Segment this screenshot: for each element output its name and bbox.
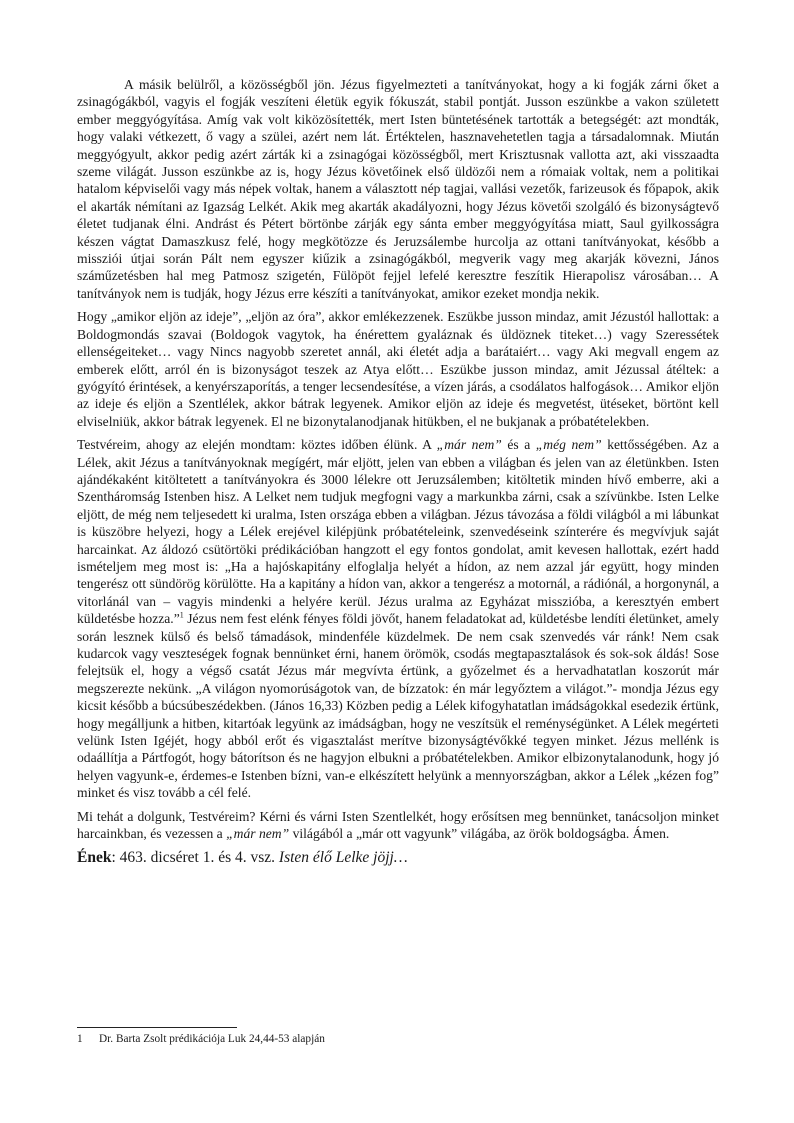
paragraph-3-text-f: Jézus nem fest elénk fényes földi jövőt, hanem feladatokat ad, küldetésbe lendíti életünket, amely során lesznek külső és belső támadások, mindenféle küzdelmek. De nem csak szenvedés vár ránk! Nem csak kudarcok vagy veszteségek fognak bennünket érni, hanem örömök, csodás megtapasztalások és sok-sok áldás! Sose felejtsük el, hogy a végső csatát Jézus már megvívta értünk, a győzelmet és a hervadhatatlan koszorút már megszerezte nekünk. „A világon nyomorúságotok van, de bízzatok: én már legyőztem a világot.”- mondja Jézus egy kicsit később a búcsúbeszédekben. (János 16,33) Közben pedig a Lélek kifogyhatatlan imádságokkal esedezik értünk, hogy megálljunk a hitben, kitartóak legyünk az imádságban, hogy ne veszítsük el reménységünket. A Lélek megérteti velünk Isten Igéjét, hogy abból erőt és vigasztalást merítve bizonyságtévőkké tegyen minket. Jézus mellénk is odaállítja a Pártfogót, hogy bátorítson és ne hagyjon elbukni a próbatételekben. Amikor elbizonytalanodunk, hogy jó helyen vagyunk-e, érdemes-e Istenben bízni, van-e elkészített helyünk a mennyországban, akkor a Lélek „kézen fog” minket és visz tovább a cél felé. — [77, 611, 719, 801]
document-body — [77, 76, 719, 874]
paragraph-1-text: A másik belülről, a közösségből jön. Jézus figyelmezteti a tanítványokat, hogy a ki fogják zárni őket a zsinagógákból, vagyis el fogják veszíteni életük egyik fókuszát, stabil pontját. Jusson eszünkbe a vakon született ember meggyógyítása. Amíg vak volt kiközösítették, mert Isten büntetésének tartották a betegségét: azt mondták, hogy valaki vétkezett, ő vagy a szülei, azért nem lát. Értéktelen, hasznavehetetlen tagja a társadalomnak. Miután meggyógyult, akkor pedig azért zárták ki a zsinagógai közösségből, mert Krisztusnak vallotta azt, aki visszaadta szeme világát. Jusson eszünkbe az is, hogy Jézus követőinek első üldözői nem a rómaiak voltak, nem a politikai hatalom képviselői vagy más népek voltak, hanem a választott nép tagjai, vallási vezetők, farizeusok és főpapok, akik el akarták némítani az Igazság Lelkét. Akik meg akarták akadályozni, hogy Jézus követői szolgáló és bizonyságtevő életet tudjanak élni. Andrást és Pétert börtönbe zárják egy sánta ember meggyógyítása miatt, Saul gyilkosságra készen vágtat Damaszkusz felé, hogy megkötözze és Jeruzsálembe hurcolja az ottani tanítványokat, később a missziói útjai során Pált nem egyszer kiűzik a zsinagógákból, megverik vagy meg akarják kövezni, János száműzetésben hal meg Patmosz szigetén, Fülöpöt fejjel lefelé keresztre feszítik Hierapolisz városában… A tanítványok nem is tudják, hogy Jézus erre készíti a tanítványokat, amikor ezeket mondja nekik. — [77, 77, 719, 301]
paragraph-4-text-c: világából a „már ott vagyunk” világába, az örök boldogságba. Ámen. — [289, 826, 670, 842]
paragraph-3-emphasis-mar-nem: „már nem” — [436, 437, 502, 453]
paragraph-3-emphasis-meg-nem: „még nem” — [535, 437, 602, 453]
song-line — [77, 848, 719, 868]
song-text: : 463. dicséret 1. és 4. vsz. — [111, 849, 279, 867]
paragraph-3-text-e: kettősségében. Az a Lélek, akit Jézus a tanítványoknak megígért, már eljött, jelen van ebben a világban és jelen van az életünkben. Isten ajándékaként kitöltetett a tanítványokra és 3000 lélekre ott Jeruzsálemben; kitöltetik minden hívő emberre, aki a Szentháromság Istenben hisz. A Lelket nem tudjuk megfogni vagy a markunkba zárni, csak a szívünkbe. Isten Lelke eljött, de még nem teljesedett ki uralma, Isten országa ebben a világban. Jézus távozása a földi világból a mi lábunkat is küszöbre helyezi, hogy a Lélek erejével kilépjünk próbatételeink, szenvedéseink színterére és megvívjuk saját harcainkat. Az áldozó csütörtöki prédikációban hangzott el egy fontos gondolat, amit kevesen hallottak, ezért hadd ismételjem meg most is: „Ha a hajóskapitány elfoglalja helyét a hídon, az nem azzal jár együtt, hogy minden tengerész ott sündörög körülötte. Ha a kapitány a hídon van, akkor a tengerész a motornál, a rádiónál, a horgonynál, a vitorlánál van – vagyis mindenki a helyére kerül. Jézus uralma az Egyházat misszióba, a keresztyén embert küldetésbe hozza.” — [77, 437, 719, 627]
paragraph-4-emphasis-mar-nem: „már nem” — [226, 826, 290, 842]
footnote-reference[interactable]: 1 — [179, 610, 184, 620]
paragraph-4-text-a: Mi tehát a dolgunk, Testvéreim? Kérni és várni Isten Szentlelkét, hogy erősítsen meg bennünket, tanácsoljon minket harcainkban, és vezessen a — [77, 808, 719, 842]
paragraph-3-text-c: és a — [501, 437, 536, 453]
song-label: Ének — [77, 849, 112, 867]
footnote-text: Dr. Barta Zsolt prédikációja Luk 24,44-53 alapján — [99, 1033, 325, 1045]
paragraph-3 — [77, 436, 719, 802]
paragraph-4 — [77, 808, 719, 843]
paragraph-1 — [77, 76, 719, 302]
paragraph-2 — [77, 308, 719, 430]
footnote-separator — [77, 1027, 237, 1028]
paragraph-3-text-a: Testvéreim, ahogy az elején mondtam: köztes időben élünk. A — [77, 437, 437, 453]
song-title: Isten élő Lelke jöjj… — [278, 849, 408, 867]
paragraph-2-text: Hogy „amikor eljön az ideje”, „eljön az óra”, akkor emlékezzenek. Eszükbe jusson mindaz, amit Jézustól hallottak: a Boldogmondás szavai (Boldogok vagytok, ha énérettem gyaláznak és üldöznek titeket…) vagy Szeressétek ellenségeiteket… vagy Nincs nagyobb szeretet annál, aki életét adja a barátaiért… vagy Aki megvall engem az emberek előtt, arról én is bizonyságot teszek az Atya előtt… Eszükbe jusson mindaz, amit Jézussal átéltek: a gyógyító érintések, a kenyérszaporítás, a tenger lecsendesítése, a vízen járás, a csodálatos halfogások… Amikor eljön az ideje és eljön a Szentlélek, akkor bátrak legyenek. Amikor eljön az ideje és megvetést, ütéseket, börtönt kell elviselniük, akkor bátrak legyenek. El ne bizonytalanodjanak hitükben, el ne bukjanak a próbatételekben. — [77, 309, 719, 429]
footnote-number: 1 — [77, 1033, 83, 1045]
footnote — [77, 1032, 717, 1046]
